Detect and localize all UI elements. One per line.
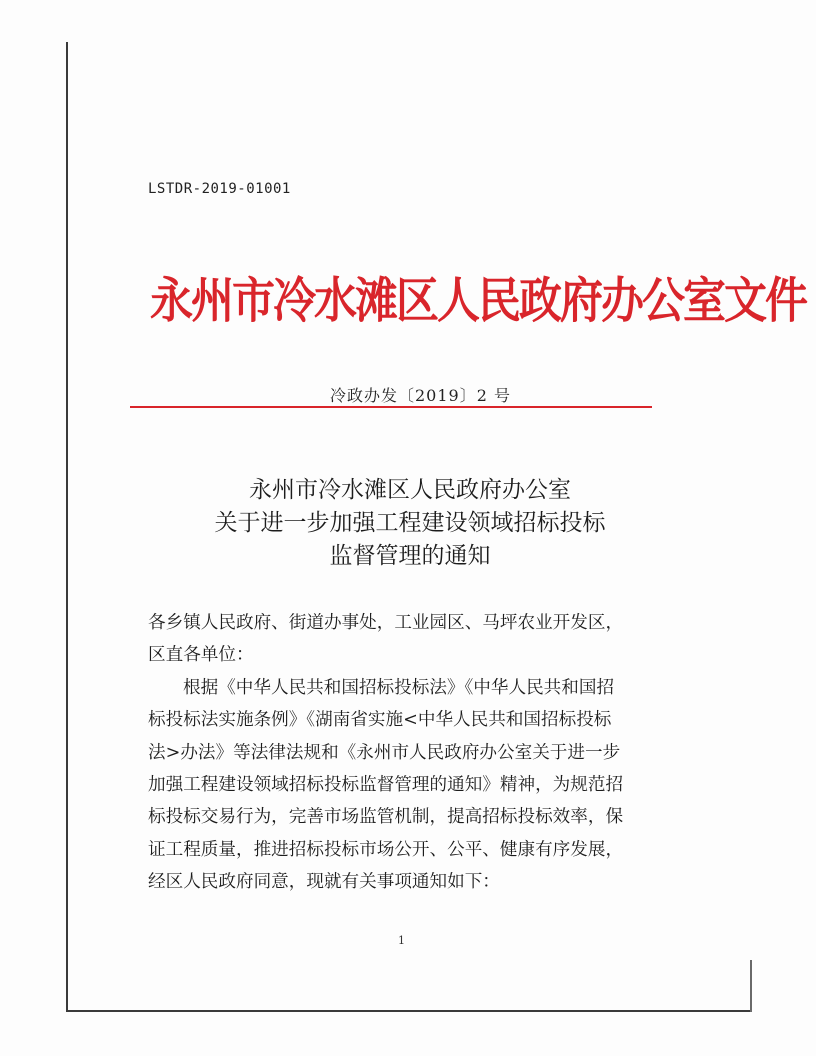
body-line: 标投标交易行为，完善市场监管机制，提高招标投标效率，保	[148, 807, 624, 828]
body-line: 法>办法》等法律法规和《永州市人民政府办公室关于进一步	[148, 742, 621, 763]
title-line: 永州市冷水滩区人民政府办公室	[249, 477, 571, 503]
scan-edge-left	[66, 42, 68, 1010]
addressee-line: 区直各单位：	[148, 645, 254, 666]
body-line: 根据《中华人民共和国招标投标法》《中华人民共和国招	[183, 677, 615, 698]
title-line: 关于进一步加强工程建设领域招标投标	[214, 510, 606, 536]
red-separator-line	[130, 406, 652, 408]
body-line: 经区人民政府同意，现就有关事项通知如下：	[148, 872, 500, 893]
scan-edge-right	[750, 960, 752, 1012]
addressee	[148, 607, 658, 672]
body-line: 加强工程建设领域招标投标监督管理的通知》精神，为规范招	[148, 775, 624, 796]
scan-edge-bottom	[66, 1010, 752, 1012]
body-line: 证工程质量，推进招标投标市场公开、公平、健康有序发展，	[148, 839, 624, 860]
title-line: 监督管理的通知	[329, 543, 491, 569]
document-body	[148, 607, 658, 899]
body-paragraph	[148, 672, 658, 899]
issuer-header: 永州市冷水滩区人民政府办公室文件	[150, 273, 806, 330]
page-number: 1	[398, 934, 405, 947]
document-title	[170, 474, 650, 573]
document-code: LSTDR-2019-01001	[148, 181, 291, 197]
body-line: 标投标法实施条例》《湖南省实施<中华人民共和国招标投标	[148, 710, 612, 731]
addressee-line: 各乡镇人民政府、街道办事处，工业园区、马坪农业开发区，	[148, 613, 624, 633]
document-number: 冷政办发〔2019〕2 号	[330, 386, 511, 405]
